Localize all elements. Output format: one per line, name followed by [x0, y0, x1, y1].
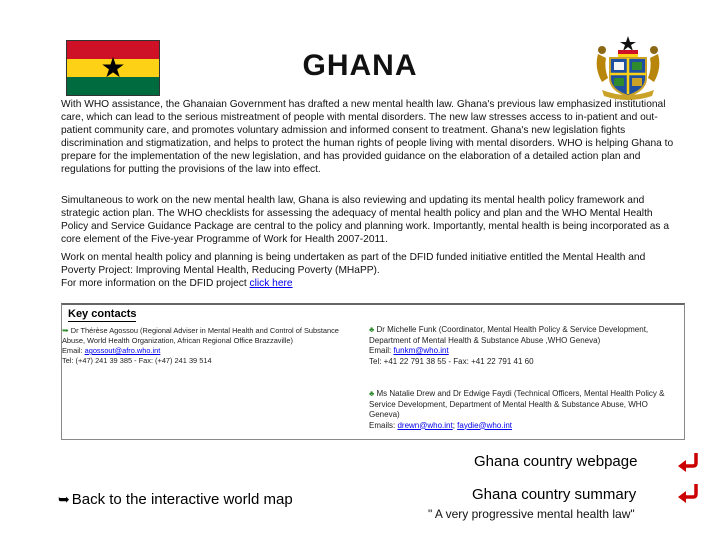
return-arrow-icon[interactable] — [676, 451, 700, 473]
dfid-info-prefix: For more information on the DFID project — [61, 278, 250, 289]
contact-agossou — [62, 326, 347, 366]
key-contacts-box — [61, 303, 685, 440]
contact-drew-faydi — [369, 389, 669, 431]
contact-drew-email-link[interactable]: drewn@who.int — [397, 420, 453, 430]
paragraph-dfid — [61, 251, 681, 290]
contact-agossou-text: Dr Thérèse Agossou (Regional Adviser in Mental Health and Control of Substance Abuse, World Health Organization, African Regional Office Brazzaville) — [62, 326, 339, 345]
ghana-country-summary-link[interactable]: Ghana country summary — [472, 486, 637, 503]
contact-faydi-email-link[interactable]: faydie@who.int — [457, 420, 512, 430]
ghana-country-webpage-link[interactable]: Ghana country webpage — [474, 453, 638, 470]
ghana-flag — [66, 40, 160, 96]
contact-funk — [369, 325, 669, 367]
page-title: GHANA — [302, 49, 418, 82]
flag-yellow-stripe — [67, 52, 159, 83]
contact-drew-faydi-email-label: Emails: — [369, 420, 398, 430]
bullet-icon: ➥ — [62, 326, 69, 335]
contact-agossou-email-label: Email: — [62, 346, 85, 355]
paragraph-policy-framework: Simultaneous to work on the new mental health law, Ghana is also reviewing and updating its mental health policy framework and strategic action plan. The WHO checklists for assessing the adequacy of mental health policy and plan and the WHO Mental Health Policy and Service Guidance Package are central to the policy and planning work. Importantly, mental health is being incorporated as a core element of the Five-year Programme of Work for Health 2007-2011. — [61, 195, 670, 245]
dfid-click-here-link[interactable]: click here — [249, 278, 293, 289]
coat-of-arms-icon — [592, 34, 664, 102]
bullet-icon: ♣ — [369, 325, 375, 334]
curved-arrow-icon: ➥ — [58, 491, 70, 507]
email-separator: ; — [452, 420, 458, 430]
contact-agossou-phone: Tel: (+47) 241 39 385 - Fax: (+47) 241 39 514 — [62, 356, 212, 365]
return-arrow-icon[interactable] — [676, 482, 700, 504]
contact-agossou-email-link[interactable]: agossout@afro.who.int — [84, 346, 161, 355]
world-map-link[interactable] — [58, 491, 293, 508]
dfid-text: Work on mental health policy and planning is being undertaken as part of the DFID funded initiative entitled the Mental Health and Poverty Project: Improving Mental Health, Reducing Poverty (MHaPP). — [61, 252, 646, 276]
contact-funk-email-link[interactable]: funkm@who.int — [393, 346, 449, 355]
bullet-icon: ♣ — [369, 389, 375, 398]
contact-drew-faydi-text: Ms Natalie Drew and Dr Edwige Faydi (Technical Officers, Mental Health Policy & Service Development, Department of Mental Health & Substance Abuse, WHO Geneva) — [369, 389, 665, 419]
key-contacts-title: Key contacts — [68, 308, 137, 320]
contact-funk-email-label: Email: — [369, 346, 394, 355]
summary-quote: " A very progressive mental health law" — [428, 507, 635, 521]
world-map-link-label: Back to the interactive world map — [71, 491, 293, 508]
flag-star-icon: ★ — [100, 52, 126, 83]
contact-funk-phone: Tel: +41 22 791 38 55 - Fax: +41 22 791 41 60 — [369, 356, 534, 366]
contact-funk-text: Dr Michelle Funk (Coordinator, Mental Health Policy & Service Development, Department of Mental Health & Substance Abuse ,WHO Geneva) — [369, 325, 649, 345]
paragraph-new-law: With WHO assistance, the Ghanaian Government has drafted a new mental health law. Ghana's previous law emphasized institutional care, which can lead to the serious mistreatment of people with mental disorders. The new law stresses access to in-patient and out-patient community care, and promotes voluntary admission and informed consent to treatment. Ghana's new legislation fights discrimination and stigmatization, and helps to protect the human rights of people living with mental disorders. WHO is helping Ghana to prepare for the implementation of the new legislation, and has provided guidance on the elaboration of a detailed action plan and regulations for putting the provisions of the law into effect. — [61, 99, 674, 175]
